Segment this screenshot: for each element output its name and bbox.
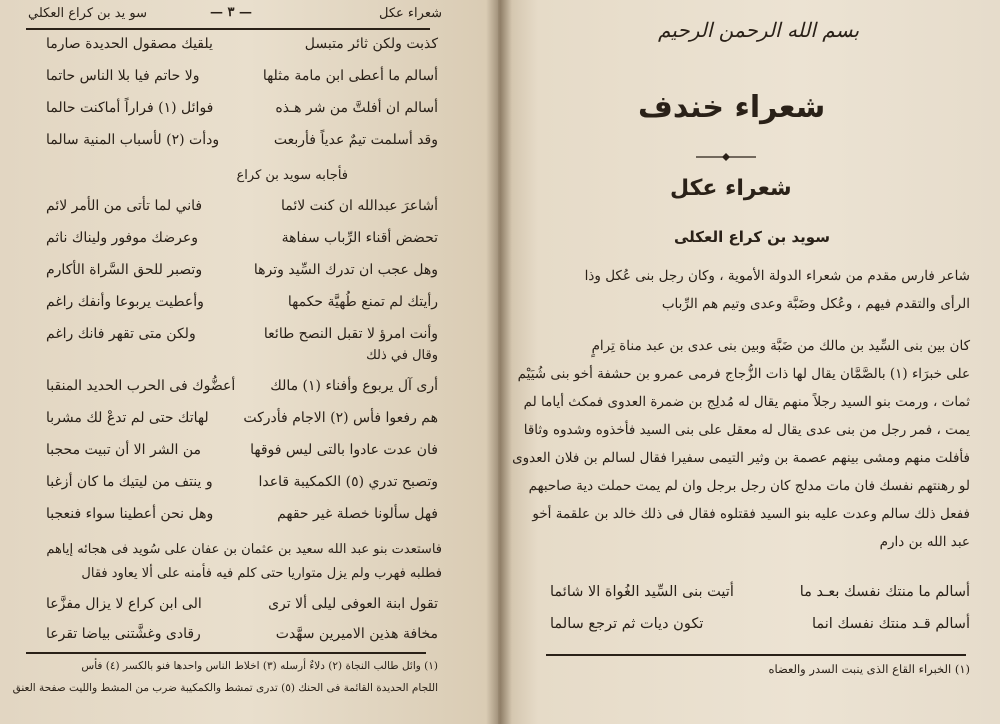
section-title: شعراء عكل bbox=[670, 176, 792, 201]
verse-hemistich: أشاعرَ عبدالله ان كنت لائما bbox=[280, 198, 438, 214]
running-header-right: شعراء عكل bbox=[379, 6, 442, 21]
prose-line: يمت ، فمر رجل من بنى عدى يقال له معقل على بنى السيد فأخذوه وشدوه وثاقا bbox=[523, 422, 970, 438]
left-page bbox=[0, 0, 498, 724]
verse-hemistich: فاني لما تأتى من الأمر لائم bbox=[46, 198, 203, 214]
verse-hemistich: تحضض أقناء الرِّباب سفاهة bbox=[281, 230, 438, 246]
verse-hemistich: أسالم قـد منتك نفسك انما bbox=[811, 616, 970, 632]
prose-line: ففعل ذلك سالم وعدت عليه بنو السيد فقتلوه فقال فى ذلك خالد بن علقمة أخو bbox=[532, 506, 970, 522]
verse-hemistich: أسالم ما أعطى ابن مامة مثلها bbox=[262, 68, 438, 84]
said-line: وقال في ذلك bbox=[366, 348, 438, 363]
verse-hemistich: يلقيك مصقول الحديدة صارما bbox=[46, 36, 213, 52]
verse-hemistich: من الشر الا أن تبيت محجبا bbox=[46, 442, 201, 458]
prose-line: ثمات ، ورمت بنو السيد رجلاً منهم يقال له مُدلِج بن ضمرة العدوى فمكث أياما لم bbox=[523, 394, 970, 410]
verse-hemistich: فهل سألونا خصلة غير حقهم bbox=[277, 506, 438, 522]
right-page bbox=[498, 0, 1000, 724]
main-title: شعراء خندف bbox=[638, 90, 826, 125]
book-spine-shadow bbox=[486, 0, 512, 724]
verse-hemistich: أسالم ما منتك نفسك بعـد ما bbox=[799, 584, 970, 600]
ornament-divider bbox=[696, 152, 756, 162]
verse-hemistich: لهاتك حتى لم تدعْ لك مشربا bbox=[46, 410, 209, 426]
verse-hemistich: أعضُّوك فى الحرب الحديد المنقبا bbox=[46, 378, 236, 394]
page-number: — ٣ — bbox=[210, 5, 253, 20]
footnote-rule bbox=[26, 652, 426, 654]
verse-hemistich: وعرضك موفور وليناك ناثم bbox=[46, 230, 198, 246]
prose-line: فأفلت منهم ومشى بينهم عصمة بن وثير التيمى سفيرا فقال لسالم بن فلان العدوى bbox=[512, 450, 970, 466]
verse-hemistich: وقد أسلمت تيمٌ عدياً فأربعت bbox=[273, 132, 438, 148]
verse-hemistich: تكون ديات ثم ترجع سالما bbox=[550, 616, 704, 632]
verse-hemistich: وتصبر للحق السَّراة الأكارم bbox=[46, 262, 203, 278]
footnote-line: (١) الخبراء القاع الذى ينبت السدر والعضاه bbox=[768, 662, 970, 676]
verse-hemistich: رقادى وغشَّتنى بياضا تقرعا bbox=[46, 626, 201, 642]
verse-hemistich: مخافة هذين الاميرين سهَّدت bbox=[275, 626, 438, 642]
verse-hemistich: وهل نحن أعطينا سواء فنعجبا bbox=[46, 506, 214, 522]
poet-name: سويد بن كراع العكلى bbox=[674, 228, 830, 246]
verse-hemistich: وأعطيت يربوعا وأنفك راغم bbox=[46, 294, 204, 310]
prose-line: الرأى والتقدم فيهم ، وعُكل وضَبَّة وعدى وتيم هم الرِّباب bbox=[661, 296, 970, 312]
footnote-line: (١) وائل طالب النجاة (٢) دلاءٌ أرسله (٣) اخلاط الناس واحدها فنو بالكسر (٤) فأس bbox=[81, 660, 438, 672]
verse-hemistich: الى ابن كراع لا يزال مفزَّعا bbox=[46, 596, 202, 612]
prose-line: على خبرَاء (١) بالصَّمَّان يقال لها ذات الزُّجاج فرمى عمرو بن حشفة أخو بنى شُيَيْم bbox=[517, 366, 970, 382]
footnote-line: اللجام الحديدة القائمة فى الحنك (٥) تدرى تمشط والكمكيبة ضرب من المشط والليت صفحة العنق bbox=[12, 682, 438, 694]
verse-hemistich: وتصبح تدري (٥) الكمكيبة قاعدا bbox=[258, 474, 438, 490]
verse-hemistich: كذبت ولكن ثائر متبسل bbox=[304, 36, 438, 52]
prose-line: كان بين بنى السِّيد بن مالك من ضَبَّة وبين بنى عدى بن عبد مناة تِرامٍ bbox=[591, 338, 970, 354]
reply-line: فأجابه سويد بن كراع bbox=[236, 168, 348, 183]
prose-line: لو رهنتهم نفسك فان مات مدلج كان رجل برجل وان لم يمت حملت دية صاحبهم bbox=[528, 478, 970, 494]
verse-hemistich: ولكن متى تقهر فانك راغم bbox=[46, 326, 196, 342]
basmala: بسم الله الرحمن الرحيم bbox=[658, 18, 860, 42]
verse-hemistich: وهل عجب ان تدرك السِّيد وترها bbox=[253, 262, 438, 278]
verse-hemistich: فان عدت عادوا بالتى ليس فوقها bbox=[250, 442, 438, 458]
verse-hemistich: رأيتك لم تمنع طُهيَّة حكمها bbox=[287, 294, 438, 310]
header-rule bbox=[26, 28, 430, 30]
prose-line: فطلبه فهرب ولم يزل متواريا حتى كلم فيه فأمنه على ألا يعاود فقال bbox=[81, 566, 442, 581]
verse-hemistich: أتيت بنى السِّيد الغُواة الا شائما bbox=[550, 584, 734, 600]
verse-hemistich: أسالم ان أفلتَّ من شر هـذه bbox=[275, 100, 438, 116]
footnote-rule bbox=[546, 654, 966, 656]
verse-hemistich: أرى آل يربوع وأفناء (١) مالك bbox=[270, 378, 438, 394]
prose-line: فاستعدت بنو عبد الله سعيد بن عثمان بن عفان على سُويد فى هجائه إياهم bbox=[46, 542, 442, 557]
verse-hemistich: فوائل (١) فراراً أماكنت حالما bbox=[46, 100, 214, 116]
verse-hemistich: ولا حاتم فيا بلا الناس حاتما bbox=[46, 68, 200, 84]
verse-hemistich: ودأت (٢) لأسباب المنية سالما bbox=[46, 132, 220, 148]
verse-hemistich: هم رفعوا فأس (٢) الاجام فأدركت bbox=[243, 410, 438, 426]
running-header-left: سو يد بن كراع العكلي bbox=[28, 6, 147, 21]
prose-line: عبد الله بن دارم bbox=[879, 534, 970, 550]
verse-hemistich: وأنت امرؤ لا تقبل النصح طائعا bbox=[263, 326, 438, 342]
verse-hemistich: تقول ابنة العوفى ليلى ألا ترى bbox=[268, 596, 438, 612]
prose-line: شاعر فارس مقدم من شعراء الدولة الأموية ، وكان رجل بنى عُكل وذا bbox=[584, 268, 970, 284]
verse-hemistich: و ينتف من ليتيك ما كان أزغبا bbox=[46, 474, 213, 490]
